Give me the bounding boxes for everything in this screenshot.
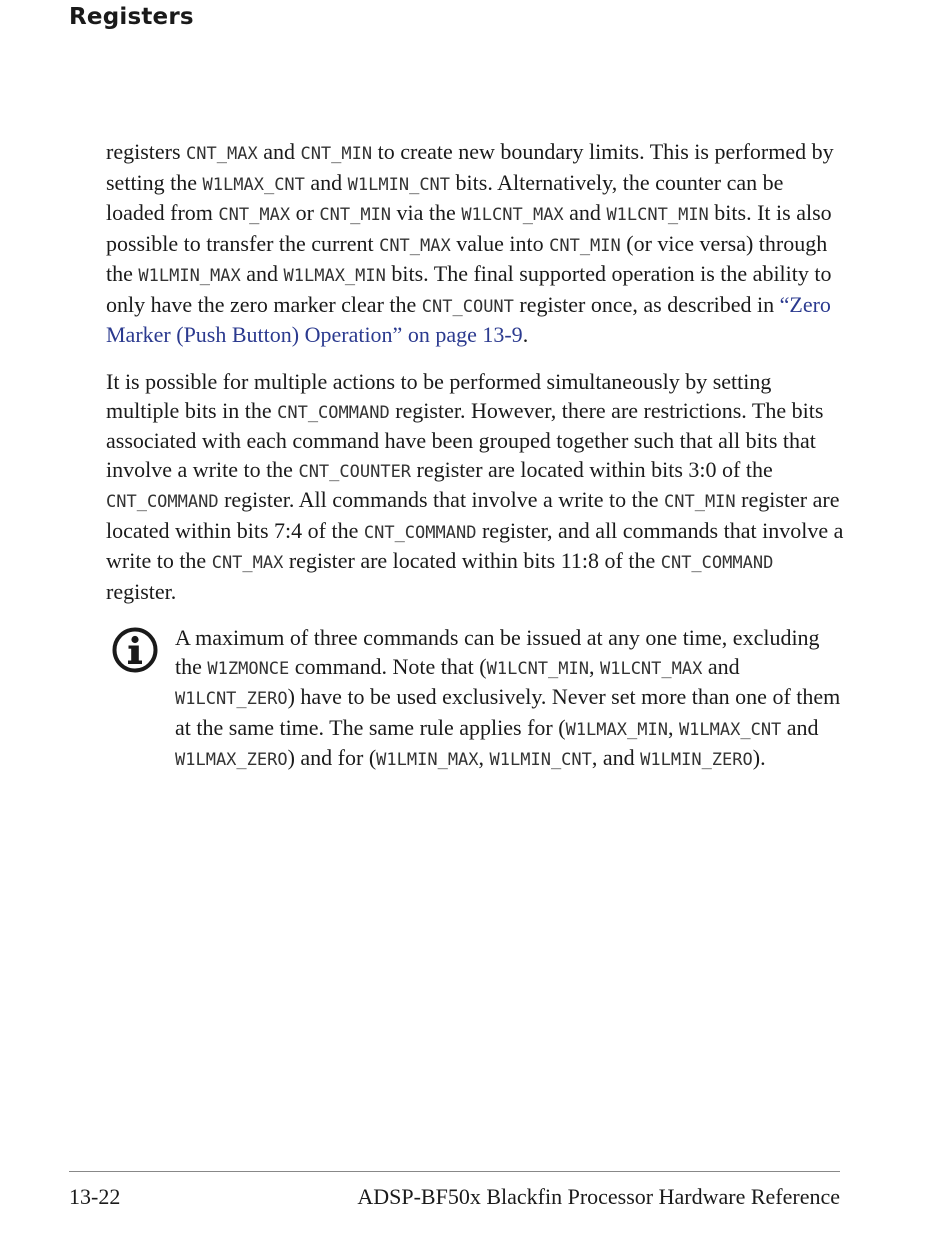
bit-name: W1LCNT_MAX: [461, 205, 564, 225]
text-run: bits. The final supported operation is the ability to only have the zero marker clear the: [106, 261, 832, 317]
text-run: ,: [667, 714, 679, 740]
register-name: CNT_MIN: [319, 205, 392, 225]
text-run: register. However, there are restrictions. The bits associated with each command have been grouped together such that all bits that involve a write to the: [106, 397, 824, 482]
text-run: (or vice versa) through the: [106, 230, 828, 286]
cross-reference-link[interactable]: “Zero Marker (Push Button) Operation” on page 13-9: [106, 291, 831, 347]
text-run: register, and all commands that involve a write to the: [106, 517, 844, 573]
text-run: register.: [106, 578, 177, 604]
running-header: Registers: [69, 4, 194, 30]
text-run: and: [304, 169, 348, 195]
text-run: ).: [752, 745, 766, 770]
bit-name: W1LMIN_CNT: [489, 750, 592, 770]
text-run: ) have to be used exclusively. Never set more than one of them at the same time. The same rule applies for (: [175, 684, 841, 740]
text-run: and: [563, 200, 607, 225]
text-run: and: [240, 261, 284, 286]
text-run: , and: [591, 745, 641, 770]
text-run: .: [522, 322, 529, 347]
bit-name: W1LCNT_MAX: [599, 658, 703, 679]
text-run: and: [781, 714, 819, 740]
text-run: bits. Alternatively, the counter can be loaded from: [106, 169, 784, 225]
paragraph-boundary-limits: [106, 138, 846, 350]
register-name: CNT_MAX: [218, 205, 291, 225]
text-run: registers: [106, 139, 187, 164]
text-run: register are located within bits 3:0 of the: [411, 456, 773, 482]
info-icon: [111, 626, 159, 674]
register-name: CNT_MAX: [379, 235, 451, 256]
text-run: It is possible for multiple actions to be performed simultaneously by setting multiple bits in the: [106, 369, 772, 423]
bit-name: W1LMIN_ZERO: [640, 750, 753, 770]
bit-name: W1LMIN_CNT: [347, 174, 451, 195]
register-name: CNT_MIN: [664, 492, 736, 512]
register-name: CNT_COMMAND: [660, 553, 774, 573]
text-run: ,: [588, 653, 600, 679]
register-name: CNT_COUNT: [421, 296, 514, 317]
text-run: via the: [391, 200, 462, 225]
bit-name: W1LCNT_MIN: [606, 205, 709, 225]
register-name: CNT_MAX: [211, 553, 284, 573]
bit-name: W1LMAX_CNT: [678, 719, 782, 740]
text-run: value into: [450, 230, 550, 256]
bit-name: W1LCNT_MIN: [486, 658, 589, 679]
text-run: or: [290, 200, 320, 225]
bit-name: W1LCNT_ZERO: [175, 689, 288, 709]
text-run: A maximum of three commands can be issued at any one time, excluding the: [175, 625, 820, 679]
register-name: CNT_COMMAND: [106, 492, 219, 512]
text-run: and: [702, 653, 740, 679]
bit-name: W1LMIN_MAX: [376, 750, 479, 770]
register-name: CNT_MIN: [300, 144, 373, 164]
register-name: CNT_MAX: [186, 144, 258, 164]
bit-name: W1LMAX_MIN: [283, 266, 386, 286]
text-run: register once, as described in: [513, 291, 780, 317]
paragraph-multiple-actions: [106, 368, 846, 606]
bit-name: W1LMAX_MIN: [565, 719, 668, 740]
note-text: [175, 624, 847, 775]
bit-name: W1LMAX_ZERO: [175, 750, 288, 770]
bit-name: W1LMIN_MAX: [138, 266, 241, 286]
text-run: bits. It is also possible to transfer the current: [106, 200, 832, 256]
bit-name: W1LMAX_CNT: [202, 174, 305, 195]
text-run: register are located within bits 7:4 of the: [106, 487, 840, 543]
register-name: CNT_COMMAND: [363, 522, 477, 543]
register-name: CNT_COMMAND: [277, 402, 390, 423]
text-run: command. Note that (: [289, 653, 487, 679]
footer-divider: [69, 1171, 840, 1172]
register-name: CNT_MIN: [549, 235, 621, 256]
text-run: to create new boundary limits. This is performed by setting the: [106, 139, 834, 195]
text-run: ) and for (: [287, 745, 377, 770]
text-run: ,: [478, 745, 490, 770]
register-name: CNT_COUNTER: [298, 461, 412, 482]
text-run: and: [257, 139, 301, 164]
text-run: register. All commands that involve a write to the: [218, 487, 664, 512]
text-run: register are located within bits 11:8 of the: [283, 548, 661, 573]
command-name: W1ZMONCE: [207, 658, 290, 679]
page-number: 13-22: [69, 1184, 121, 1209]
book-title: ADSP-BF50x Blackfin Processor Hardware Reference: [357, 1184, 840, 1209]
